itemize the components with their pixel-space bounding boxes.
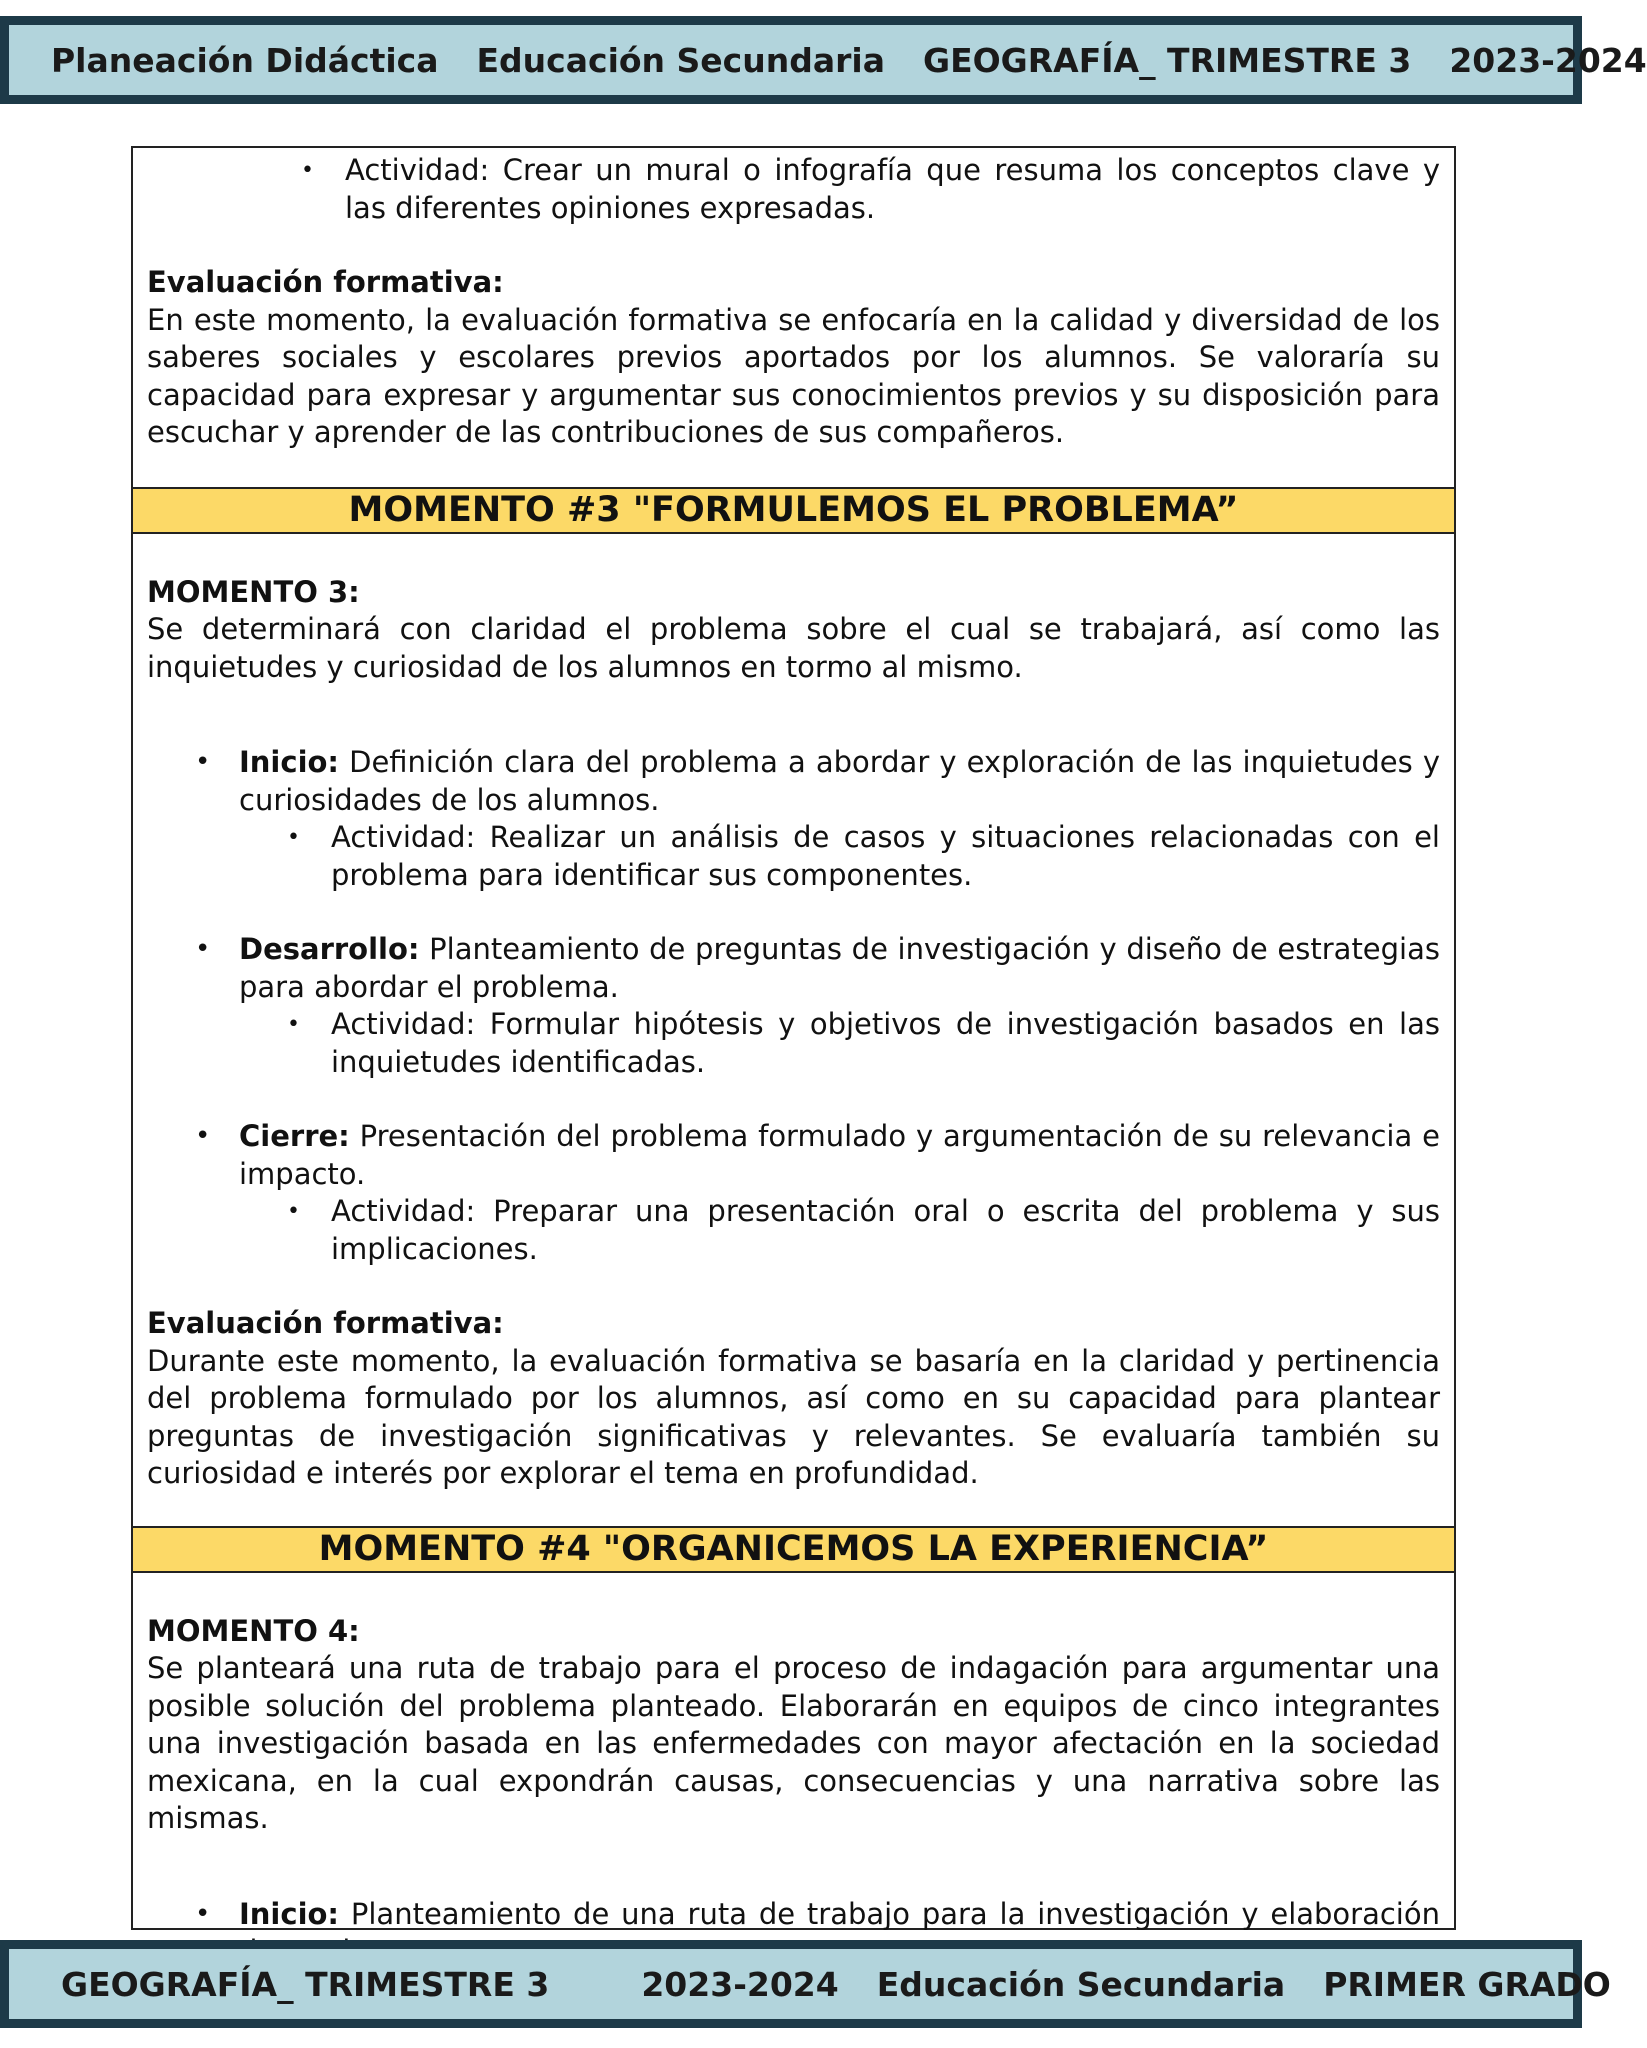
momento-3-section	[133, 534, 1454, 1526]
momento-3-label: MOMENTO 3:	[147, 574, 360, 609]
activity-text: Actividad: Formular hipótesis y objetivos de investigación basados en las inquietudes identificadas.	[331, 1007, 1440, 1079]
footer-subject: GEOGRAFÍA_ TRIMESTRE 3	[61, 1964, 550, 2004]
header-year: 2023-2024	[1449, 40, 1647, 80]
momento-4-label: MOMENTO 4:	[147, 1613, 360, 1648]
activity-text: Actividad: Crear un mural o infografía que resuma los conceptos clave y las diferentes opiniones expresadas.	[345, 153, 1440, 225]
list-item	[331, 1006, 1440, 1081]
phase-item-desarrollo	[239, 931, 1440, 1081]
evaluation-text: En este momento, la evaluación formativa se enfocaría en la calidad y diversidad de los saberes sociales y escolares previos aportados por los alumnos. Se valoraría su capacidad para expresar y argumentar sus conocimientos previos y su disposición para escuchar y aprender de las contribuciones de sus compañeros.	[147, 302, 1440, 449]
phase-activity-list	[331, 1006, 1440, 1081]
header-doc-type: Planeación Didáctica	[51, 40, 439, 80]
list-item	[345, 152, 1440, 227]
phase-item-cierre	[239, 1118, 1440, 1268]
activity-text: Actividad: Preparar una presentación oral o escrita del problema y sus implicaciones.	[331, 1194, 1440, 1266]
phase-label: Inicio:	[239, 1896, 340, 1931]
phase-label: Desarrollo:	[239, 932, 420, 966]
momento-3-intro: Se determinará con claridad el problema sobre el cual se trabajará, así como las inquietudes y curiosidad de los alumnos en tormo al mismo.	[147, 612, 1440, 684]
footer-level: Educación Secundaria	[876, 1964, 1286, 2004]
page-header-banner	[0, 16, 1647, 104]
evaluation-label: Evaluación formativa:	[147, 1306, 504, 1340]
phase-text: Planteamiento de una ruta de trabajo para la investigación y elaboración	[350, 1896, 1440, 1931]
header-subject: GEOGRAFÍA_ TRIMESTRE 3	[922, 40, 1412, 80]
phase-label: Inicio:	[239, 745, 340, 779]
footer-grade: PRIMER GRADO	[1323, 1964, 1611, 2004]
momento-3-heading: MOMENTO #3 "FORMULEMOS EL PROBLEMA”	[133, 487, 1454, 534]
page-footer-banner	[0, 1940, 1611, 2028]
content-frame	[131, 146, 1456, 1930]
momento-3-phase-list	[239, 744, 1440, 1268]
list-item	[331, 1193, 1440, 1268]
phase-text: Presentación del problema formulado y argumentación de su relevancia e impacto.	[239, 1119, 1440, 1191]
phase-activity-list	[331, 1193, 1440, 1268]
momento-4-section	[133, 1573, 1454, 1971]
header-level: Educación Secundaria	[476, 40, 885, 80]
evaluation-label: Evaluación formativa:	[147, 265, 504, 299]
phase-label: Cierre:	[239, 1119, 350, 1153]
list-item	[331, 819, 1440, 894]
activity-text: Actividad: Realizar un análisis de casos y situaciones relacionadas con el problema para identificar sus componentes.	[331, 820, 1440, 892]
momento-4-heading: MOMENTO #4 "ORGANICEMOS LA EXPERIENCIA”	[133, 1526, 1454, 1573]
phase-item-inicio	[239, 744, 1440, 894]
continued-activity-list	[345, 152, 1440, 227]
phase-text: Definición clara del problema a abordar y exploración de las inquietudes y curiosidades de los alumnos.	[239, 745, 1440, 817]
previous-moment-continuation	[133, 148, 1454, 487]
phase-text: Planteamiento de preguntas de investigación y diseño de estrategias para abordar el problema.	[239, 932, 1440, 1004]
evaluation-text: Durante este momento, la evaluación formativa se basaría en la claridad y pertinencia del problema formulado por los alumnos, así como en su capacidad para plantear preguntas de investigación significativas y relevantes. Se evaluaría también su curiosidad e interés por explorar el tema en profundidad.	[147, 1343, 1440, 1490]
phase-activity-list	[331, 819, 1440, 894]
footer-year: 2023-2024	[641, 1964, 839, 2004]
momento-4-intro: Se planteará una ruta de trabajo para el proceso de indagación para argumentar una posible solución del problema planteado. Elaborarán en equipos de cinco integrantes una investigación basada en las enfermedades con mayor afectación en la sociedad mexicana, en la cual expondrán causas, consecuencias y una narrativa sobre las mismas.	[147, 1651, 1440, 1835]
